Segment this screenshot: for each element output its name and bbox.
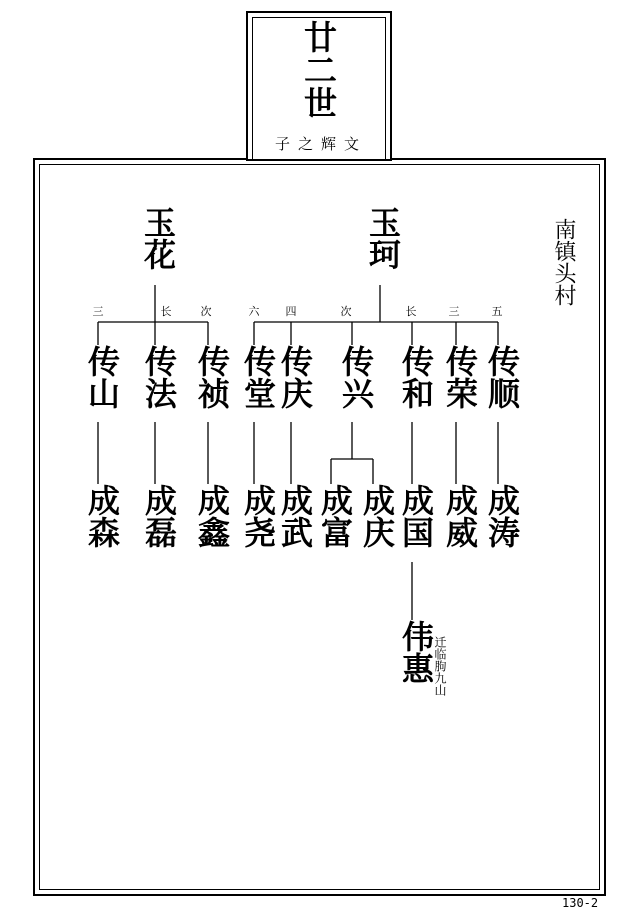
- order-chuantang: 六: [248, 305, 260, 318]
- person-chuanrong: 传荣: [441, 345, 479, 409]
- person-chuantang: 传堂: [239, 345, 277, 409]
- order-chuanshun: 五: [491, 305, 503, 318]
- order-chuanzhen: 次: [200, 305, 212, 318]
- person-chuanzhen: 传祯: [193, 345, 231, 409]
- person-chuanshun: 传顺: [483, 345, 521, 409]
- person-chuanqing: 传庆: [276, 345, 314, 409]
- generation-title: 廿二世: [299, 20, 338, 119]
- page-number: 130-2: [562, 896, 599, 910]
- person-chuanhe: 传和: [397, 345, 435, 409]
- order-chuanshan: 三: [92, 305, 104, 318]
- person-chengwei: 成威: [441, 484, 479, 548]
- village-name: 南镇头村: [551, 218, 576, 306]
- person-chengsen: 成森: [83, 484, 121, 548]
- root-yuhua: 玉花: [139, 206, 177, 270]
- generation-subtitle: 子之辉文: [274, 135, 367, 153]
- root-yuke: 玉珂: [364, 206, 402, 270]
- person-chengtao: 成涛: [483, 484, 521, 548]
- order-chuanqing: 四: [285, 305, 297, 318]
- person-chengyao: 成尧: [239, 484, 277, 548]
- order-chuanrong: 三: [448, 305, 460, 318]
- person-chengwu: 成武: [276, 484, 314, 548]
- person-chengxin: 成鑫: [193, 484, 231, 548]
- person-chengfu: 成富: [316, 484, 354, 548]
- person-chuanshan: 传山: [83, 345, 121, 409]
- migration-note: 迁临朐九山: [433, 636, 447, 696]
- person-chengqing: 成庆: [358, 484, 396, 548]
- person-chenglei: 成磊: [140, 484, 178, 548]
- person-weihui: 伟惠: [397, 620, 435, 684]
- order-chuanxing: 次: [340, 305, 352, 318]
- person-chuanfa: 传法: [140, 345, 178, 409]
- order-chuanhe: 长: [405, 305, 417, 318]
- person-chuanxing: 传兴: [337, 345, 375, 409]
- person-chengguo: 成国: [397, 484, 435, 548]
- order-chuanfa: 长: [160, 305, 172, 318]
